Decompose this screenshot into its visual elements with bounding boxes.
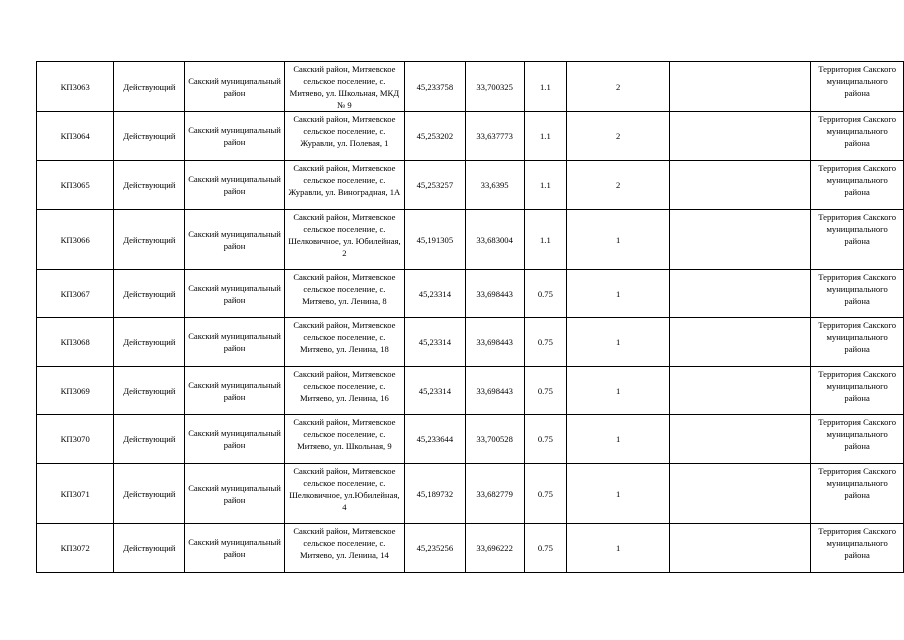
status-cell: Действующий <box>114 524 185 573</box>
district-cell: Сакский муниципальный район <box>185 270 285 318</box>
longitude-cell: 33,700325 <box>465 62 524 112</box>
latitude-cell: 45,189732 <box>405 464 466 524</box>
latitude-cell: 45,233644 <box>405 415 466 464</box>
point-id-cell: КП3063 <box>37 62 114 112</box>
territory-cell: Территория Сакского муниципального района <box>811 270 904 318</box>
table-row <box>37 415 904 464</box>
territory-cell: Территория Сакского муниципального района <box>811 210 904 270</box>
empty-cell <box>670 210 811 270</box>
address-cell: Сакский район, Митяевское сельское поселение, с. Журавли, ул. Полевая, 1 <box>284 112 404 161</box>
latitude-cell: 45,253257 <box>405 161 466 210</box>
address-cell: Сакский район, Митяевское сельское поселение, с. Митяево, ул. Ленина, 16 <box>284 367 404 415</box>
container-volume-cell: 1.1 <box>524 62 567 112</box>
container-count-cell: 1 <box>567 524 670 573</box>
longitude-cell: 33,6395 <box>465 161 524 210</box>
status-cell: Действующий <box>114 270 185 318</box>
container-volume-cell: 0.75 <box>524 524 567 573</box>
latitude-cell: 45,23314 <box>405 270 466 318</box>
territory-cell: Территория Сакского муниципального района <box>811 524 904 573</box>
latitude-cell: 45,23314 <box>405 318 466 367</box>
address-cell: Сакский район, Митяевское сельское поселение, с. Журавли, ул. Виноградная, 1А <box>284 161 404 210</box>
district-cell: Сакский муниципальный район <box>185 318 285 367</box>
table-row <box>37 524 904 573</box>
latitude-cell: 45,253202 <box>405 112 466 161</box>
longitude-cell: 33,682779 <box>465 464 524 524</box>
status-cell: Действующий <box>114 464 185 524</box>
territory-cell: Территория Сакского муниципального района <box>811 112 904 161</box>
empty-cell <box>670 62 811 112</box>
container-count-cell: 2 <box>567 62 670 112</box>
territory-cell: Территория Сакского муниципального района <box>811 62 904 112</box>
district-cell: Сакский муниципальный район <box>185 112 285 161</box>
container-count-cell: 1 <box>567 367 670 415</box>
empty-cell <box>670 161 811 210</box>
container-count-cell: 1 <box>567 318 670 367</box>
status-cell: Действующий <box>114 62 185 112</box>
table-row <box>37 210 904 270</box>
district-cell: Сакский муниципальный район <box>185 464 285 524</box>
empty-cell <box>670 415 811 464</box>
longitude-cell: 33,683004 <box>465 210 524 270</box>
container-volume-cell: 1.1 <box>524 112 567 161</box>
table-row <box>37 62 904 112</box>
container-volume-cell: 1.1 <box>524 210 567 270</box>
longitude-cell: 33,698443 <box>465 318 524 367</box>
address-cell: Сакский район, Митяевское сельское поселение, с. Митяево, ул. Школьная, 9 <box>284 415 404 464</box>
district-cell: Сакский муниципальный район <box>185 524 285 573</box>
container-count-cell: 1 <box>567 270 670 318</box>
table-body <box>37 62 904 573</box>
address-cell: Сакский район, Митяевское сельское поселение, с. Шелковичное, ул.Юбилейная, 4 <box>284 464 404 524</box>
status-cell: Действующий <box>114 210 185 270</box>
territory-cell: Территория Сакского муниципального района <box>811 367 904 415</box>
status-cell: Действующий <box>114 367 185 415</box>
longitude-cell: 33,696222 <box>465 524 524 573</box>
container-volume-cell: 0.75 <box>524 464 567 524</box>
point-id-cell: КП3067 <box>37 270 114 318</box>
container-count-cell: 1 <box>567 464 670 524</box>
point-id-cell: КП3070 <box>37 415 114 464</box>
table-row <box>37 270 904 318</box>
address-cell: Сакский район, Митяевское сельское поселение, с. Митяево, ул. Ленина, 14 <box>284 524 404 573</box>
latitude-cell: 45,191305 <box>405 210 466 270</box>
table-row <box>37 318 904 367</box>
address-cell: Сакский район, Митяевское сельское поселение, с. Митяево, ул. Школьная, МКД № 9 <box>284 62 404 112</box>
district-cell: Сакский муниципальный район <box>185 210 285 270</box>
empty-cell <box>670 367 811 415</box>
container-count-cell: 1 <box>567 210 670 270</box>
longitude-cell: 33,698443 <box>465 367 524 415</box>
table-row <box>37 367 904 415</box>
point-id-cell: КП3066 <box>37 210 114 270</box>
table-row <box>37 112 904 161</box>
status-cell: Действующий <box>114 112 185 161</box>
address-cell: Сакский район, Митяевское сельское поселение, с. Шелковичное, ул. Юбилейная, 2 <box>284 210 404 270</box>
point-id-cell: КП3064 <box>37 112 114 161</box>
longitude-cell: 33,700528 <box>465 415 524 464</box>
longitude-cell: 33,698443 <box>465 270 524 318</box>
status-cell: Действующий <box>114 415 185 464</box>
district-cell: Сакский муниципальный район <box>185 367 285 415</box>
table-row <box>37 464 904 524</box>
district-cell: Сакский муниципальный район <box>185 62 285 112</box>
territory-cell: Территория Сакского муниципального района <box>811 464 904 524</box>
point-id-cell: КП3068 <box>37 318 114 367</box>
address-cell: Сакский район, Митяевское сельское поселение, с. Митяево, ул. Ленина, 8 <box>284 270 404 318</box>
latitude-cell: 45,23314 <box>405 367 466 415</box>
container-volume-cell: 0.75 <box>524 318 567 367</box>
container-count-cell: 1 <box>567 415 670 464</box>
container-count-cell: 2 <box>567 112 670 161</box>
district-cell: Сакский муниципальный район <box>185 161 285 210</box>
empty-cell <box>670 464 811 524</box>
container-volume-cell: 0.75 <box>524 367 567 415</box>
latitude-cell: 45,233758 <box>405 62 466 112</box>
container-volume-cell: 0.75 <box>524 270 567 318</box>
empty-cell <box>670 524 811 573</box>
status-cell: Действующий <box>114 318 185 367</box>
status-cell: Действующий <box>114 161 185 210</box>
point-id-cell: КП3065 <box>37 161 114 210</box>
container-volume-cell: 1.1 <box>524 161 567 210</box>
collection-points-table <box>36 61 904 573</box>
empty-cell <box>670 270 811 318</box>
point-id-cell: КП3072 <box>37 524 114 573</box>
district-cell: Сакский муниципальный район <box>185 415 285 464</box>
address-cell: Сакский район, Митяевское сельское поселение, с. Митяево, ул. Ленина, 18 <box>284 318 404 367</box>
point-id-cell: КП3071 <box>37 464 114 524</box>
point-id-cell: КП3069 <box>37 367 114 415</box>
empty-cell <box>670 112 811 161</box>
table-row <box>37 161 904 210</box>
longitude-cell: 33,637773 <box>465 112 524 161</box>
container-volume-cell: 0.75 <box>524 415 567 464</box>
territory-cell: Территория Сакского муниципального района <box>811 161 904 210</box>
container-count-cell: 2 <box>567 161 670 210</box>
territory-cell: Территория Сакского муниципального района <box>811 415 904 464</box>
latitude-cell: 45,235256 <box>405 524 466 573</box>
empty-cell <box>670 318 811 367</box>
territory-cell: Территория Сакского муниципального района <box>811 318 904 367</box>
